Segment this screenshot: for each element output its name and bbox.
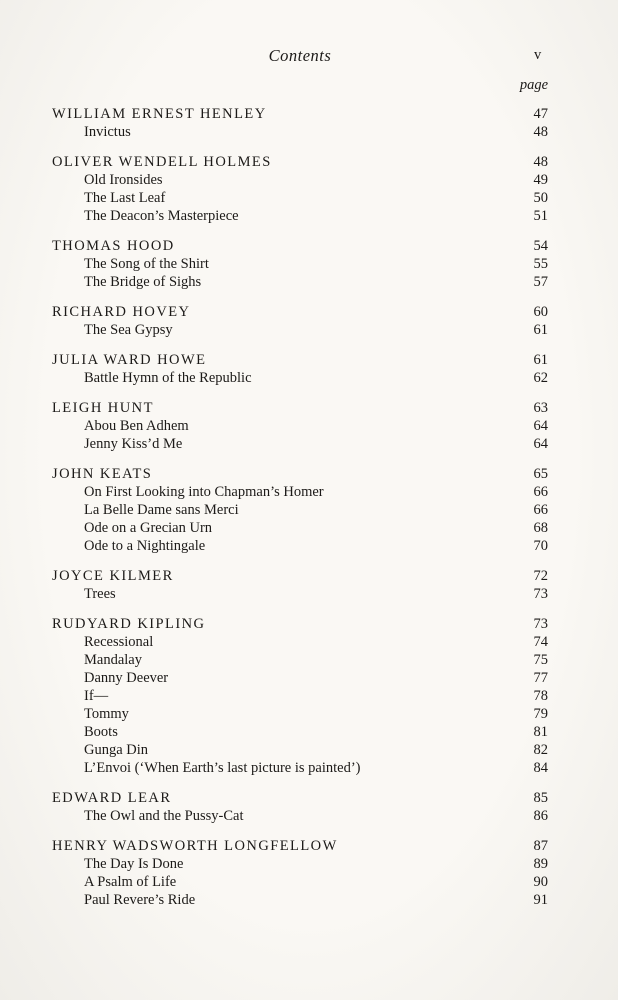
poem-row [52, 171, 548, 189]
poem-title: La Belle Dame sans Merci [84, 502, 239, 518]
poem-page-number: 61 [533, 322, 548, 338]
toc-section [52, 351, 548, 387]
toc-section [52, 789, 548, 825]
poem-row [52, 321, 548, 339]
poem-row [52, 723, 548, 741]
poem-page-number: 48 [533, 124, 548, 140]
author-page-number: 47 [533, 106, 548, 122]
author-page-number: 61 [533, 352, 548, 368]
author-name: RICHARD HOVEY [52, 304, 191, 320]
author-name: JULIA WARD HOWE [52, 352, 207, 368]
poem-title: Recessional [84, 634, 154, 650]
poem-page-number: 64 [533, 436, 548, 452]
poem-page-number: 70 [533, 538, 548, 554]
toc-section [52, 399, 548, 453]
poem-page-number: 82 [533, 742, 548, 758]
poem-row [52, 255, 548, 273]
author-row [52, 567, 548, 585]
author-page-number: 87 [533, 838, 548, 854]
poem-row [52, 669, 548, 687]
poem-row [52, 873, 548, 891]
poem-page-number: 86 [533, 808, 548, 824]
poem-title: Boots [84, 724, 118, 740]
toc-section [52, 837, 548, 909]
poem-title: The Day Is Done [84, 856, 184, 872]
poem-row [52, 417, 548, 435]
poem-title: A Psalm of Life [84, 874, 177, 890]
author-row [52, 105, 548, 123]
poem-title: L’Envoi (‘When Earth’s last picture is painted’) [84, 760, 361, 776]
poem-page-number: 62 [533, 370, 548, 386]
toc-section [52, 303, 548, 339]
poem-page-number: 75 [533, 652, 548, 668]
toc-section [52, 567, 548, 603]
poem-row [52, 189, 548, 207]
poem-page-number: 77 [533, 670, 548, 686]
author-row [52, 465, 548, 483]
poem-page-number: 51 [533, 208, 548, 224]
author-row [52, 351, 548, 369]
author-row [52, 837, 548, 855]
author-name: RUDYARD KIPLING [52, 616, 206, 632]
poem-page-number: 79 [533, 706, 548, 722]
poem-title: Paul Revere’s Ride [84, 892, 196, 908]
contents-title: Contents [268, 46, 332, 65]
poem-page-number: 89 [533, 856, 548, 872]
poem-title: The Last Leaf [84, 190, 166, 206]
poem-row [52, 741, 548, 759]
author-page-number: 60 [533, 304, 548, 320]
poem-title: On First Looking into Chapman’s Homer [84, 484, 324, 500]
toc-section [52, 105, 548, 141]
toc-section [52, 153, 548, 225]
toc-section [52, 465, 548, 555]
poem-title: Ode on a Grecian Urn [84, 520, 213, 536]
author-page-number: 73 [533, 616, 548, 632]
author-page-number: 85 [533, 790, 548, 806]
poem-title: Old Ironsides [84, 172, 163, 188]
author-row [52, 153, 548, 171]
poem-title: Trees [84, 586, 116, 602]
poem-page-number: 66 [533, 484, 548, 500]
poem-title: The Deacon’s Masterpiece [84, 208, 239, 224]
toc-section [52, 615, 548, 777]
poem-title: The Song of the Shirt [84, 256, 209, 272]
poem-page-number: 91 [533, 892, 548, 908]
poem-page-number: 68 [533, 520, 548, 536]
poem-title: The Sea Gypsy [84, 322, 173, 338]
poem-title: The Bridge of Sighs [84, 274, 202, 290]
poem-page-number: 66 [533, 502, 548, 518]
poem-row [52, 651, 548, 669]
poem-title: Invictus [84, 124, 131, 140]
page-header [52, 46, 548, 68]
poem-row [52, 759, 548, 777]
poem-row [52, 807, 548, 825]
poem-title: Battle Hymn of the Republic [84, 370, 252, 386]
poem-title: Danny Deever [84, 670, 169, 686]
poem-row [52, 369, 548, 387]
author-name: JOHN KEATS [52, 466, 153, 482]
author-name: THOMAS HOOD [52, 238, 175, 254]
poem-row [52, 435, 548, 453]
poem-page-number: 84 [533, 760, 548, 776]
author-row [52, 237, 548, 255]
author-row [52, 789, 548, 807]
author-row [52, 615, 548, 633]
poem-page-number: 78 [533, 688, 548, 704]
page-column-label: page [519, 77, 548, 93]
poem-title: Gunga Din [84, 742, 149, 758]
poem-page-number: 73 [533, 586, 548, 602]
poem-row [52, 705, 548, 723]
folio-page-number: v [534, 47, 542, 63]
poem-page-number: 74 [533, 634, 548, 650]
author-name: OLIVER WENDELL HOLMES [52, 154, 272, 170]
poem-title: Mandalay [84, 652, 142, 668]
poem-row [52, 633, 548, 651]
poem-page-number: 81 [533, 724, 548, 740]
poem-title: Ode to a Nightingale [84, 538, 206, 554]
poem-row [52, 687, 548, 705]
author-page-number: 72 [533, 568, 548, 584]
poem-page-number: 55 [533, 256, 548, 272]
poem-page-number: 57 [533, 274, 548, 290]
poem-page-number: 50 [533, 190, 548, 206]
poem-row [52, 891, 548, 909]
poem-row [52, 207, 548, 225]
author-row [52, 399, 548, 417]
author-name: JOYCE KILMER [52, 568, 174, 584]
toc-list [52, 105, 548, 909]
poem-row [52, 855, 548, 873]
poem-row [52, 123, 548, 141]
author-row [52, 303, 548, 321]
poem-page-number: 64 [533, 418, 548, 434]
author-name: LEIGH HUNT [52, 400, 154, 416]
poem-row [52, 483, 548, 501]
author-name: HENRY WADSWORTH LONGFELLOW [52, 838, 338, 854]
poem-row [52, 273, 548, 291]
toc-section [52, 237, 548, 291]
author-name: EDWARD LEAR [52, 790, 172, 806]
poem-title: If— [84, 688, 109, 704]
author-page-number: 65 [533, 466, 548, 482]
poem-row [52, 519, 548, 537]
poem-title: Abou Ben Adhem [84, 418, 189, 434]
poem-title: Tommy [84, 706, 129, 722]
poem-row [52, 585, 548, 603]
author-page-number: 48 [533, 154, 548, 170]
poem-title: Jenny Kiss’d Me [84, 436, 183, 452]
poem-row [52, 501, 548, 519]
poem-title: The Owl and the Pussy-Cat [84, 808, 244, 824]
poem-row [52, 537, 548, 555]
author-page-number: 63 [533, 400, 548, 416]
poem-page-number: 49 [533, 172, 548, 188]
author-page-number: 54 [533, 238, 548, 254]
poem-page-number: 90 [533, 874, 548, 890]
author-name: WILLIAM ERNEST HENLEY [52, 106, 267, 122]
